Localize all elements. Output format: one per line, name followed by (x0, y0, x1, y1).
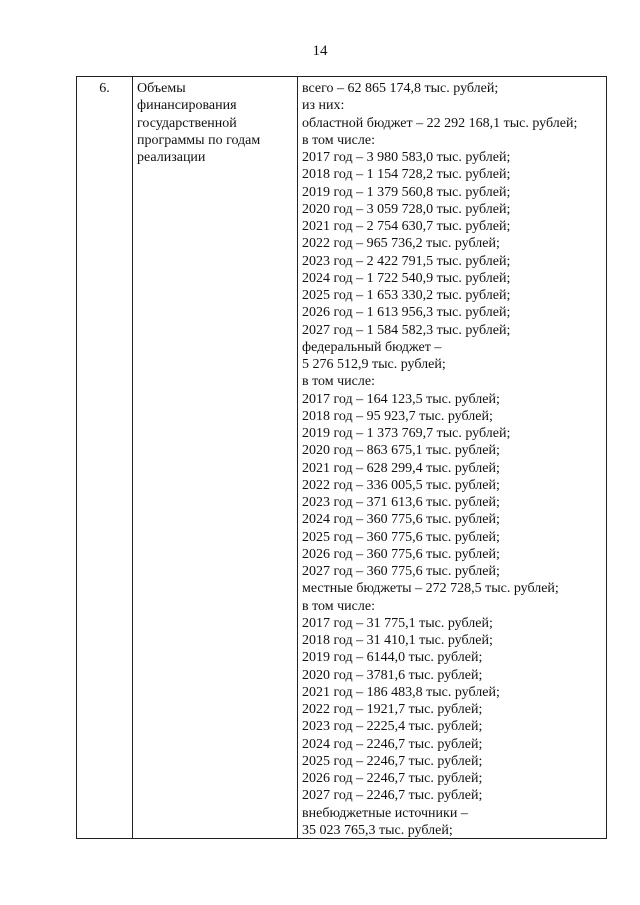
content-line: 2025 год – 2246,7 тыс. рублей; (302, 753, 483, 769)
row-label-line: реализации (137, 150, 206, 165)
row-label (137, 80, 295, 166)
content-line: 2023 год – 2225,4 тыс. рублей; (302, 719, 483, 735)
content-line: из них: (302, 98, 345, 114)
content-line: 35 023 765,3 тыс. рублей; (302, 822, 453, 838)
content-line: 5 276 512,9 тыс. рублей; (302, 357, 446, 372)
content-line: 2023 год – 371 613,6 тыс. рублей; (302, 495, 500, 510)
row-content (302, 80, 606, 839)
content-line: 2022 год – 965 736,2 тыс. рублей; (302, 236, 500, 252)
page-number: 14 (312, 43, 328, 59)
content-line: 2018 год – 95 923,7 тыс. рублей; (302, 408, 493, 424)
content-line: 2022 год – 1921,7 тыс. рублей; (302, 702, 483, 717)
row-label-line: программы по годам (137, 132, 261, 148)
row-label-line: Объемы (137, 81, 186, 96)
content-line: 2020 год – 3781,6 тыс. рублей; (302, 667, 483, 683)
content-line: 2017 год – 3 980 583,0 тыс. рублей; (302, 150, 511, 165)
content-line: 2027 год – 2246,7 тыс. рублей; (302, 788, 483, 804)
content-line: 2021 год – 628 299,4 тыс. рублей; (302, 460, 500, 476)
content-line: местные бюджеты – 272 728,5 тыс. рублей; (302, 581, 559, 597)
content-line: в том числе: (302, 598, 375, 614)
content-line: 2019 год – 6144,0 тыс. рублей; (302, 650, 483, 666)
column-divider (297, 77, 298, 838)
row-label-line: государственной (137, 115, 237, 131)
content-line: 2024 год – 360 775,6 тыс. рублей; (302, 512, 500, 528)
content-line: 2019 год – 1 373 769,7 тыс. рублей; (302, 426, 511, 441)
content-line: 2019 год – 1 379 560,8 тыс. рублей; (302, 184, 511, 200)
content-line: внебюджетные источники – (302, 805, 468, 821)
content-line: всего – 62 865 174,8 тыс. рублей; (302, 81, 499, 96)
content-line: 2021 год – 186 483,8 тыс. рублей; (302, 684, 500, 700)
content-line: федеральный бюджет – (302, 339, 442, 355)
content-line: 2020 год – 3 059 728,0 тыс. рублей; (302, 201, 511, 217)
funding-table (76, 76, 607, 839)
content-line: 2018 год – 31 410,1 тыс. рублей; (302, 633, 493, 648)
content-line: 2024 год – 2246,7 тыс. рублей; (302, 736, 483, 752)
row-number: 6. (99, 81, 110, 96)
content-line: в том числе: (302, 132, 375, 148)
content-line: 2021 год – 2 754 630,7 тыс. рублей; (302, 219, 511, 234)
content-line: 2026 год – 2246,7 тыс. рублей; (302, 771, 483, 786)
row-label-line: финансирования (137, 98, 237, 114)
content-line: областной бюджет – 22 292 168,1 тыс. рублей; (302, 115, 578, 131)
content-line: 2023 год – 2 422 791,5 тыс. рублей; (302, 253, 511, 269)
content-line: 2020 год – 863 675,1 тыс. рублей; (302, 443, 500, 459)
content-line: в том числе: (302, 374, 375, 390)
content-line: 2027 год – 1 584 582,3 тыс. рублей; (302, 322, 511, 338)
content-line: 2017 год – 31 775,1 тыс. рублей; (302, 615, 493, 631)
column-divider (132, 77, 133, 838)
content-line: 2025 год – 1 653 330,2 тыс. рублей; (302, 288, 511, 303)
content-line: 2026 год – 360 775,6 тыс. рублей; (302, 546, 500, 562)
content-line: 2024 год – 1 722 540,9 тыс. рублей; (302, 270, 511, 286)
content-line: 2022 год – 336 005,5 тыс. рублей; (302, 477, 500, 493)
content-line: 2027 год – 360 775,6 тыс. рублей; (302, 564, 500, 579)
content-line: 2017 год – 164 123,5 тыс. рублей; (302, 391, 500, 407)
content-line: 2025 год – 360 775,6 тыс. рублей; (302, 529, 500, 545)
content-line: 2026 год – 1 613 956,3 тыс. рублей; (302, 305, 511, 321)
content-line: 2018 год – 1 154 728,2 тыс. рублей; (302, 167, 511, 183)
